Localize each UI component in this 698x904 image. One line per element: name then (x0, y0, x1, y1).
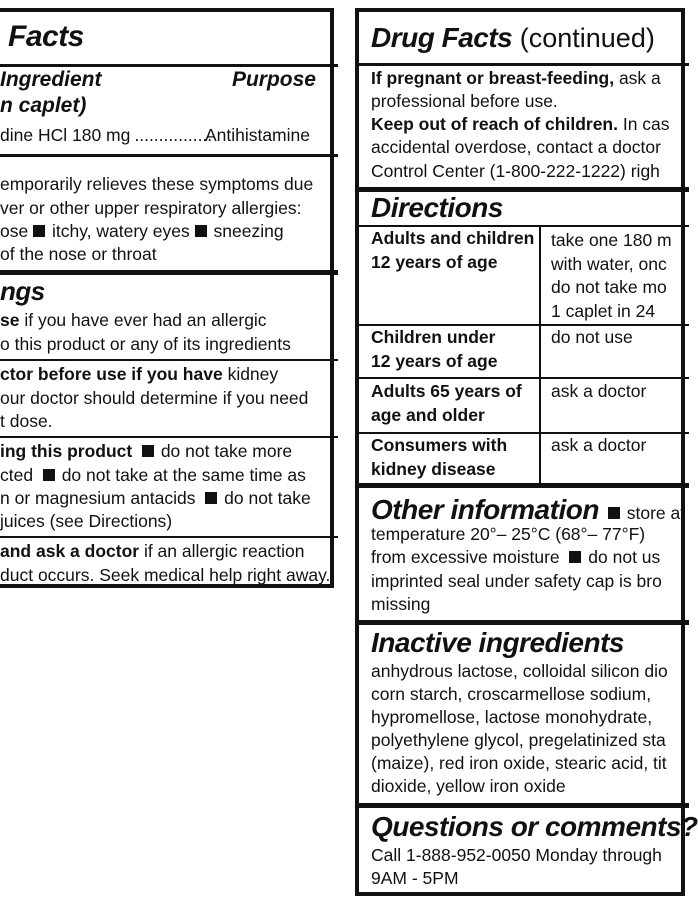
other-info-line-2: temperature 20°– 25°C (68°– 77°F) (371, 524, 646, 544)
ask-doctor-line-3: t dose. (0, 411, 53, 431)
when-using-text: do not take more (160, 441, 293, 461)
left-title: Facts (8, 20, 84, 53)
keep-out-label: Keep out of reach of children. (371, 114, 618, 134)
group-line: age and older (371, 404, 485, 425)
other-info-line-3 (371, 546, 660, 570)
ask-doctor-label: ctor before use if you have (0, 364, 223, 384)
drug-facts-left-panel (0, 8, 334, 588)
inactive-line: hypromellose, lactose monohydrate, (371, 707, 653, 727)
other-info-text-3b: do not us (588, 547, 661, 567)
warnings-heading: ngs (0, 276, 45, 306)
divider (0, 154, 338, 157)
keep-out-line-1 (371, 113, 670, 137)
directions-row-kidney-group (371, 434, 507, 481)
stop-use-line-2: duct occurs. Seek medical help right away. (0, 565, 331, 585)
inactive-line: dioxide, yellow iron oxide (371, 776, 566, 796)
uses-line-3 (0, 220, 284, 244)
instruction-line: with water, onc (551, 253, 667, 274)
dont-use-line-2: o this product or any of its ingredients (0, 334, 291, 354)
use-item-sneezing: sneezing (213, 221, 284, 241)
table-column-divider (539, 225, 541, 483)
active-ingredient-subheading: n caplet) (0, 94, 87, 117)
bullet-square-icon (43, 469, 55, 481)
bullet-square-icon (569, 551, 581, 563)
other-info-line-5: missing (371, 594, 431, 614)
group-line: Consumers with (371, 435, 508, 455)
bullet-square-icon (142, 445, 154, 457)
directions-row-children-group (371, 326, 497, 373)
other-info-text: store at (626, 503, 686, 523)
when-using-label: ing this product (0, 441, 133, 461)
when-using-text-3a: n or magnesium antacids (0, 488, 196, 508)
divider (0, 359, 338, 361)
right-title-bold: Drug Facts (371, 22, 513, 53)
divider (359, 803, 689, 808)
divider (359, 377, 689, 379)
group-line: Adults 65 years of (371, 381, 522, 401)
active-ingredient-heading: Ingredient (0, 68, 102, 91)
ingredient-purpose: Antihistamine (204, 125, 310, 145)
when-using-text-2b: do not take at the same time as (61, 465, 306, 485)
dont-use-label: se (0, 310, 20, 330)
inactive-ingredients-heading: Inactive ingredients (371, 627, 624, 658)
uses-line-4: of the nose or throat (0, 244, 157, 264)
other-info-line-4: imprinted seal under safety cap is bro (371, 571, 662, 591)
other-info-line-1 (371, 494, 685, 526)
other-info-text-3a: from excessive moisture (371, 547, 560, 567)
use-item-nose: ose (0, 221, 29, 241)
divider (0, 270, 338, 275)
when-using-line-2 (0, 464, 306, 488)
inactive-line: anhydrous lactose, colloidal silicon dio (371, 661, 668, 681)
pregnant-label: If pregnant or breast-feeding, (371, 68, 615, 88)
divider (359, 620, 689, 625)
pregnant-line-2: professional before use. (371, 91, 558, 111)
ask-doctor-text: kidney (222, 364, 279, 384)
use-item-eyes: itchy, watery eyes (51, 221, 190, 241)
right-title (371, 22, 655, 54)
stop-use-text: if an allergic reaction (139, 541, 305, 561)
other-info-heading: Other information (371, 494, 599, 525)
directions-row-adults-group (371, 227, 534, 274)
divider (359, 63, 689, 66)
bullet-square-icon (205, 492, 217, 504)
directions-row-seniors-group (371, 380, 522, 427)
ask-doctor-line-2: our doctor should determine if you need (0, 388, 309, 408)
pregnant-line-1 (371, 67, 661, 91)
group-line: kidney disease (371, 458, 496, 479)
directions-row-seniors-instruction: ask a doctor (551, 381, 647, 401)
directions-row-kidney-instruction: ask a doctor (551, 435, 647, 455)
stop-use-line-1 (0, 540, 304, 564)
group-line: 12 years of age (371, 251, 498, 272)
divider (0, 64, 338, 67)
questions-line-2: 9AM - 5PM (371, 868, 459, 888)
dont-use-text: if you have ever had an allergic (19, 310, 267, 330)
inactive-line: polyethylene glycol, pregelatinized sta (371, 730, 666, 750)
bullet-square-icon (33, 225, 45, 237)
ingredient-dots: ................ (134, 125, 213, 145)
ingredient-name: dine HCl 180 mg (0, 125, 131, 145)
drug-facts-right-panel (355, 8, 698, 896)
ask-doctor-line-1 (0, 363, 278, 387)
questions-line-1: Call 1-888-952-0050 Monday through (371, 845, 662, 865)
instruction-line: take one 180 m (551, 230, 672, 250)
uses-line-1: emporarily relieves these symptoms due (0, 174, 314, 194)
bullet-square-icon (608, 507, 620, 519)
directions-heading: Directions (371, 192, 503, 223)
inactive-line: corn starch, croscarmellose sodium, (371, 684, 652, 704)
questions-heading: Questions or comments? (371, 811, 698, 842)
instruction-line: 1 caplet in 24 (551, 300, 656, 321)
ingredient-line (0, 124, 318, 148)
group-line: 12 years of age (371, 350, 498, 371)
stop-use-label: and ask a doctor (0, 541, 140, 561)
when-using-text-3b: do not take (224, 488, 311, 508)
divider (359, 483, 689, 488)
inactive-line: (maize), red iron oxide, stearic acid, tit (371, 753, 667, 773)
right-title-continued: (continued) (512, 23, 655, 53)
uses-line-2: ver or other upper respiratory allergies: (0, 198, 302, 218)
directions-row-children-instruction: do not use (551, 327, 633, 347)
divider (0, 536, 338, 538)
pregnant-text: ask a (614, 68, 661, 88)
keep-out-line-2: accidental overdose, contact a doctor (371, 137, 661, 157)
divider (0, 436, 338, 438)
instruction-line: do not take mo (551, 277, 667, 297)
when-using-line-4: juices (see Directions) (0, 511, 173, 531)
dont-use-line-1 (0, 309, 267, 333)
keep-out-line-3: Control Center (1-800-222-1222) righ (371, 161, 660, 181)
group-line: Children under (371, 327, 496, 347)
when-using-line-1 (0, 440, 292, 464)
group-line: Adults and children (371, 228, 535, 248)
when-using-text-2a: cted (0, 465, 34, 485)
keep-out-text: In cas (617, 114, 670, 134)
bullet-square-icon (195, 225, 207, 237)
directions-row-adults-instruction (551, 229, 672, 323)
purpose-heading: Purpose (231, 68, 316, 91)
when-using-line-3 (0, 487, 311, 511)
